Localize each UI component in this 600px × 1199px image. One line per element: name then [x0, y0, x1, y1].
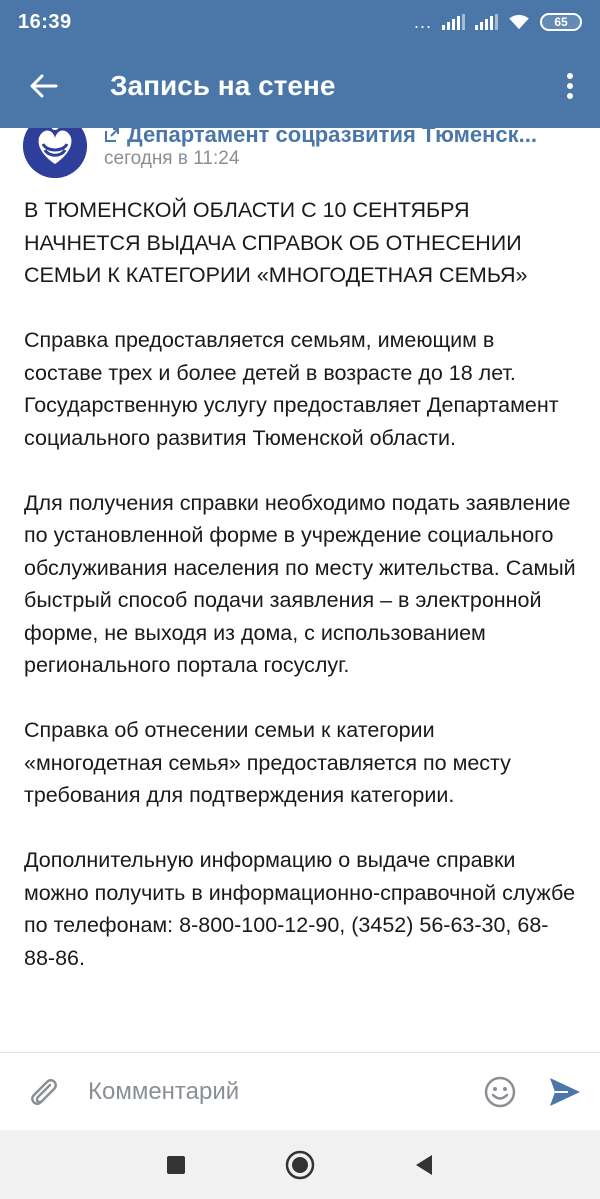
emoji-button[interactable] [470, 1053, 530, 1131]
post-timestamp: сегодня в 11:24 [104, 148, 240, 169]
comment-input[interactable] [86, 1062, 470, 1122]
status-bar [0, 0, 600, 44]
post-paragraph: Справка предоставляется семьям, имеющим в составе трех и более детей в возрасте до 18 лет. Государственную услугу предоставляет Департамент социального развития Тюменской области. [24, 328, 559, 450]
notification-dots-icon: ... [413, 11, 432, 32]
back-nav-button[interactable] [362, 1130, 486, 1199]
battery-level: 65 [554, 15, 568, 29]
attach-button[interactable] [0, 1053, 86, 1131]
more-vertical-icon [566, 72, 574, 100]
square-icon [166, 1155, 186, 1175]
signal-icon-2 [475, 14, 498, 30]
post-content[interactable] [0, 128, 600, 1052]
author-row[interactable] [103, 128, 563, 148]
paperclip-icon [26, 1075, 60, 1109]
repost-icon [103, 128, 121, 143]
app-header [0, 44, 600, 128]
post-paragraph: В ТЮМЕНСКОЙ ОБЛАСТИ С 10 СЕНТЯБРЯ НАЧНЕТСЯ ВЫДАЧА СПРАВОК ОБ ОТНЕСЕНИИ СЕМЬИ К КАТЕГОРИИ «МНОГОДЕТНАЯ СЕМЬЯ» [24, 198, 528, 287]
recent-apps-button[interactable] [114, 1130, 238, 1199]
home-button[interactable] [238, 1130, 362, 1199]
post-text [0, 194, 600, 974]
post-header [0, 128, 600, 192]
post-paragraph: Справка об отнесении семьи к категории «многодетная семья» предоставляется по месту требования для подтверждения категории. [24, 718, 511, 807]
arrow-left-icon [30, 74, 58, 98]
send-icon [548, 1076, 582, 1108]
smiley-icon [483, 1075, 517, 1109]
page-title: Запись на стене [110, 70, 336, 101]
status-indicators [414, 12, 582, 33]
home-circle-icon [285, 1150, 315, 1180]
back-button[interactable] [0, 44, 88, 128]
avatar[interactable] [23, 128, 87, 178]
send-button[interactable] [530, 1053, 600, 1131]
post-paragraph: Для получения справки необходимо подать заявление по установленной форме в учреждение социального обслуживания населения по месту жительства. Самый быстрый способ подачи заявления – в электронной форме, не выходя из дома, с использованием регионального портала госуслуг. [24, 490, 576, 677]
author-name[interactable]: Департамент соцразвития Тюменск... [127, 128, 537, 147]
post-paragraph: Дополнительную информацию о выдаче справки можно получить в информационно-справочной службе по телефонам: 8-800-100-12-90, (3452) 56-63-30, 68-88-86. [24, 848, 576, 970]
status-time: 16:39 [18, 10, 72, 33]
signal-icon [442, 14, 465, 30]
triangle-back-icon [414, 1154, 434, 1176]
comment-bar [0, 1052, 600, 1130]
battery-icon [540, 13, 582, 31]
department-logo-icon [23, 128, 87, 178]
wifi-icon [508, 14, 530, 30]
system-nav-bar [0, 1130, 600, 1199]
more-options-button[interactable] [540, 44, 600, 128]
